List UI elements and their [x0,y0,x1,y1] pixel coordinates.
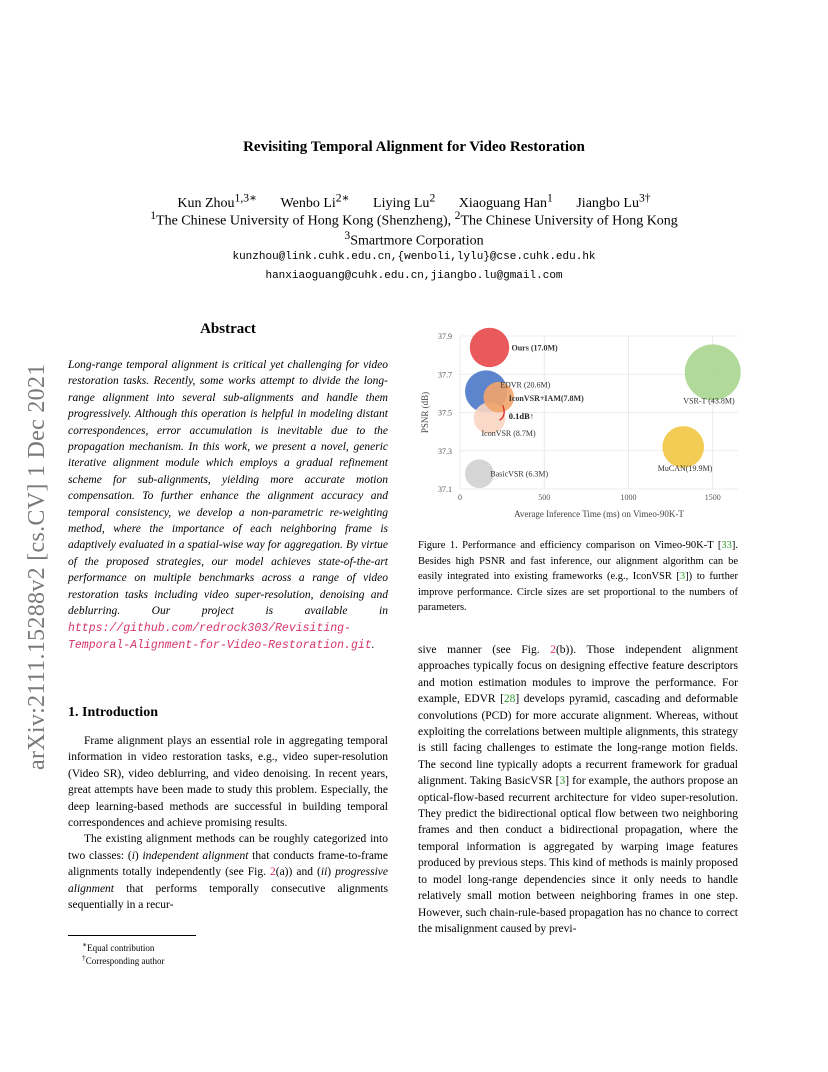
data-point [685,344,741,400]
intro-paragraph-2: The existing alignment methods can be roughly categorized into two classes: (i) independent alignment that conducts frame-to-frame alignments totally independently (see Fig. 2(a)) and (ii) progressive alignment that performs temporally consecutive alignments sequentially in a recur- [68,833,388,912]
x-tick-label: 500 [538,493,551,502]
arxiv-stamp: arXiv:2111.15288v2 [cs.CV] 1 Dec 2021 [24,363,50,770]
data-point [662,426,704,468]
author: Kun Zhou$^{1,3∗}$ [177,191,258,211]
improvement-annotation: 0.1dB↑ [508,411,535,422]
x-tick-label: 1500 [704,493,721,502]
citation-link[interactable]: 33 [721,540,732,551]
author: Liying Lu$^2$ [373,191,436,211]
abstract-text: Long-range temporal alignment is critical yet challenging for video restoration tasks. Recently, some works attempt to divide the long-range alignment into several sub-alignments and handle them progressively. Although this operation is helpful in modeling distant correspondences, error accumulation is inevitable due to the propagation mechanism. In this work, we present a novel, generic iterative alignment module which employs a gradual refinement scheme for sub-alignments, yielding more accurate motion compensation. To further enhance the alignment accuracy and temporal consistency, we develop a non-parametric re-weighting method, where the importance of each neighboring frame is adaptively evaluated in a spatial-wise way for aggregation. By virtue of the proposed strategies, our model achieves state-of-the-art performance on multiple benchmarks across a range of video restoration tasks including video super-resolution, denoising and deblurring. Our project is available in https://github.com/redrock303/Revisiting-Temporal-Alignment-for-Video-Restoration.git. [68,359,388,652]
affiliation-line-1: $^1$The Chinese University of Hong Kong (Shenzheng), $^2$The Chinese University of Hong Kong [150,209,678,229]
email-line-2: hanxiaoguang@cuhk.edu.cn,jiangbo.lu@gmail.com [265,270,563,282]
y-tick-label: 37.3 [438,446,452,456]
intro-paragraph-1: Frame alignment plays an essential role in aggregating temporal information in video restoration tasks, e.g., video super-resolution (Video SR), video deblurring, and video denoising. In recent years, great attempts have been made to study this problem. Especially, the deep learning-based methods are successful in building temporal correspondences and achieve promising results. [68,735,388,830]
figure-ref[interactable]: 2 [270,866,276,879]
y-axis-label: PSNR (dB) [420,391,430,434]
footnote-rule [68,935,196,936]
paper-title: Revisiting Temporal Alignment for Video Restoration [243,139,585,155]
footnote-corresponding-author: †Corresponding author [82,953,165,966]
point-label: MuCAN(19.9M) [657,463,713,473]
point-label: Ours (17.0M) [511,343,558,353]
citation-link[interactable]: 3 [679,571,686,582]
footnote-equal-contribution: ∗Equal contribution [82,940,155,953]
section-heading-introduction: 1. Introduction [68,705,158,720]
author: Xiaoguang Han$^1$ [458,191,553,211]
email-line-1: kunzhou@link.cuhk.edu.cn,{wenboli,lylu}@cse.cuhk.edu.hk [232,251,596,263]
point-label: VSR-T (43.8M) [683,396,735,406]
author: Wenbo $Li^{2∗}$ [280,191,350,211]
point-label: IconVSR (8.7M) [481,429,536,439]
introduction-text [68,733,388,913]
data-point [470,328,509,367]
x-axis-label: Average Inference Time (ms) on Vimeo-90K-T [514,509,684,519]
project-link[interactable]: https://github.com/redrock303/Revisiting-Temporal-Alignment-for-Video-Restoration.git [68,621,372,652]
point-label: IconVSR+IAM(7.8M) [508,394,584,404]
author: Jiangbo $Lu^{3\dagger}$ [576,191,651,211]
y-tick-label: 37.9 [438,332,452,341]
figure-ref[interactable]: 2 [550,644,556,656]
citation-link[interactable]: 28 [503,693,516,706]
chart-axes [420,332,721,519]
figure-1-chart [408,322,748,527]
point-label: EDVR (20.6M) [500,380,551,390]
right-column-text: sive manner (see Fig. 2(b)). Those independent alignment approaches typically focus on designing effective feature descriptors and motion estimation modules to improve the performance. For example, EDVR [28] develops pyramid, cascading and deformable convolutions (PCD) for more accurate alignment. Whereas, without exploiting the correlations between multiple alignments, this strategy is still facing challenges to estimate the long-range motion fields. The second line typically adopts a recurrent framework for gradual alignment. Taking BasicVSR [3] for example, the authors propose an optical-flow-based recurrent architecture for video super-resolution. They predict the bidirectional optical flow between two neighboring frames and then conduct a bidirectional propagation, where the temporal information is aggregated by warping image features produced by previous steps. This kind of methods is mainly proposed to model long-range dependencies since it only needs to handle relatively small motion between neighboring frames in one step. However, such chain-rule-based propagation has no chance to correct the misalignment caused by previ- [418,644,738,935]
y-tick-label: 37.5 [438,408,452,418]
abstract-heading: Abstract [200,321,256,337]
x-tick-label: 0 [458,493,462,502]
x-tick-label: 1000 [620,493,637,502]
point-label: BasicVSR (6.3M) [490,469,549,479]
y-tick-label: 37.7 [438,370,452,380]
affiliation-line-2: $^3$Smartmore Corporation [344,229,484,249]
citation-link[interactable]: 3 [559,775,566,788]
y-tick-label: 37.1 [438,485,452,494]
figure-1-caption: Figure 1. Performance and efficiency comparison on Vimeo-90K-T [33]. Besides high PSNR and fast inference, our alignment algorithm can be easily integrated into existing frameworks (e.g., IconVSR [3]) to further improve performance. Circle sizes are set proportional to the numbers of parameters. [418,540,739,613]
